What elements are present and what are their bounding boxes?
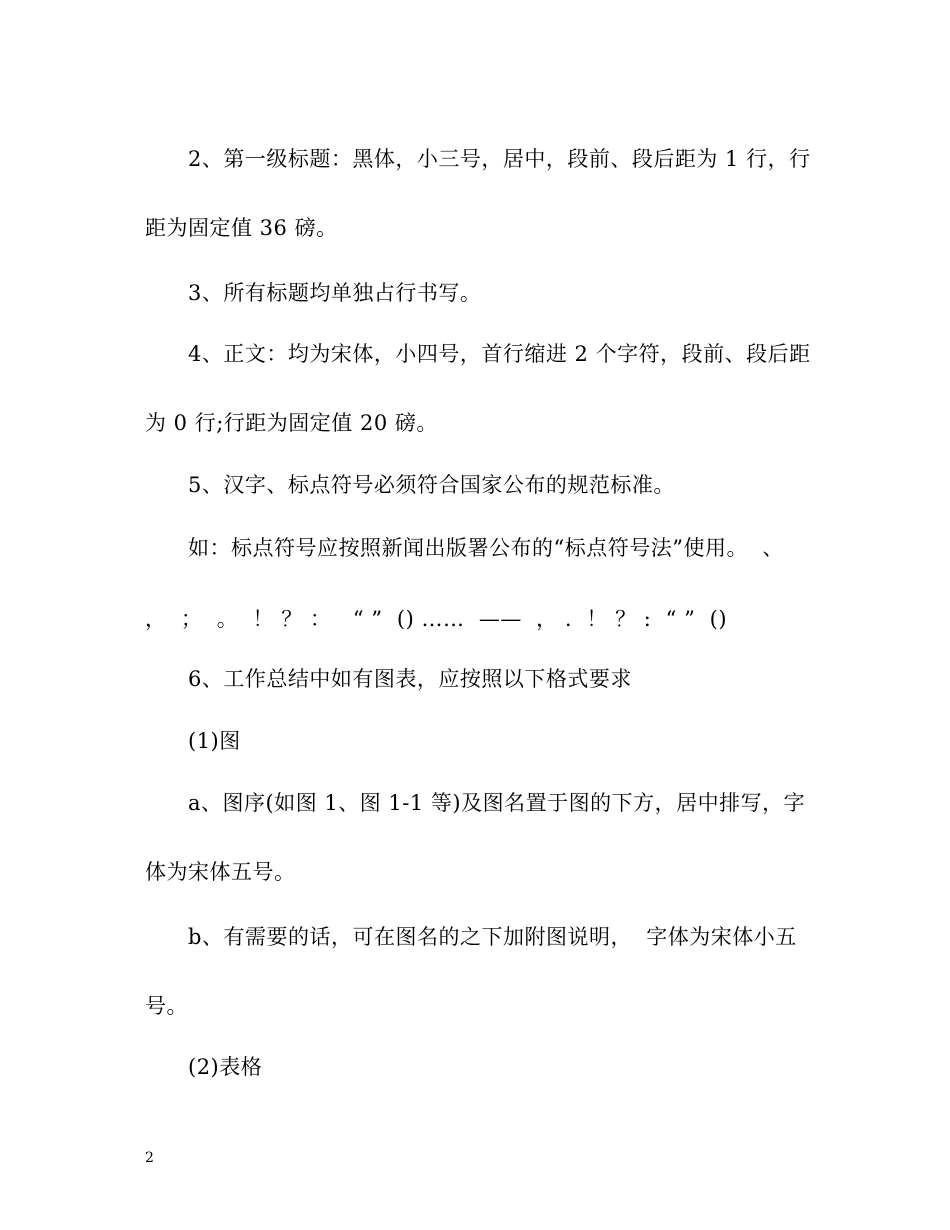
paragraph-line: 距为固定值 36 磅。	[145, 216, 338, 240]
paragraph-line: 如：标点符号应按照新闻出版署公布的“标点符号法”使用。 、	[188, 536, 784, 560]
section-heading: (2)表格	[188, 1055, 263, 1079]
paragraph-line: a、图序(如图 1、图 1-1 等)及图名置于图的下方，居中排写，字	[188, 791, 806, 815]
punctuation-line: ， ； 。 ！ ？ ： “ ” () …… —— ， . ！ ？ : “ ” ()	[145, 607, 728, 631]
paragraph-line: 为 0 行;行距为固定值 20 磅。	[145, 411, 438, 435]
paragraph-line: 体为宋体五号。	[145, 860, 296, 884]
page-number: 2	[145, 1150, 154, 1166]
paragraph-line: b、有需要的话，可在图名的之下加附图说明， 字体为宋体小五	[188, 925, 797, 949]
paragraph-line: 3、所有标题均单独占行书写。	[188, 281, 482, 305]
paragraph-line: 5、汉字、标点符号必须符合国家公布的规范标准。	[188, 473, 675, 497]
paragraph-line: 6、工作总结中如有图表，应按照以下格式要求	[188, 667, 632, 691]
paragraph-line: 2、第一级标题：黑体，小三号，居中，段前、段后距为 1 行，行	[188, 147, 811, 171]
paragraph-line: 4、正文：均为宋体，小四号，首行缩进 2 个字符，段前、段后距	[188, 342, 811, 366]
section-heading: (1)图	[188, 729, 241, 753]
paragraph-line: 号。	[145, 994, 188, 1018]
